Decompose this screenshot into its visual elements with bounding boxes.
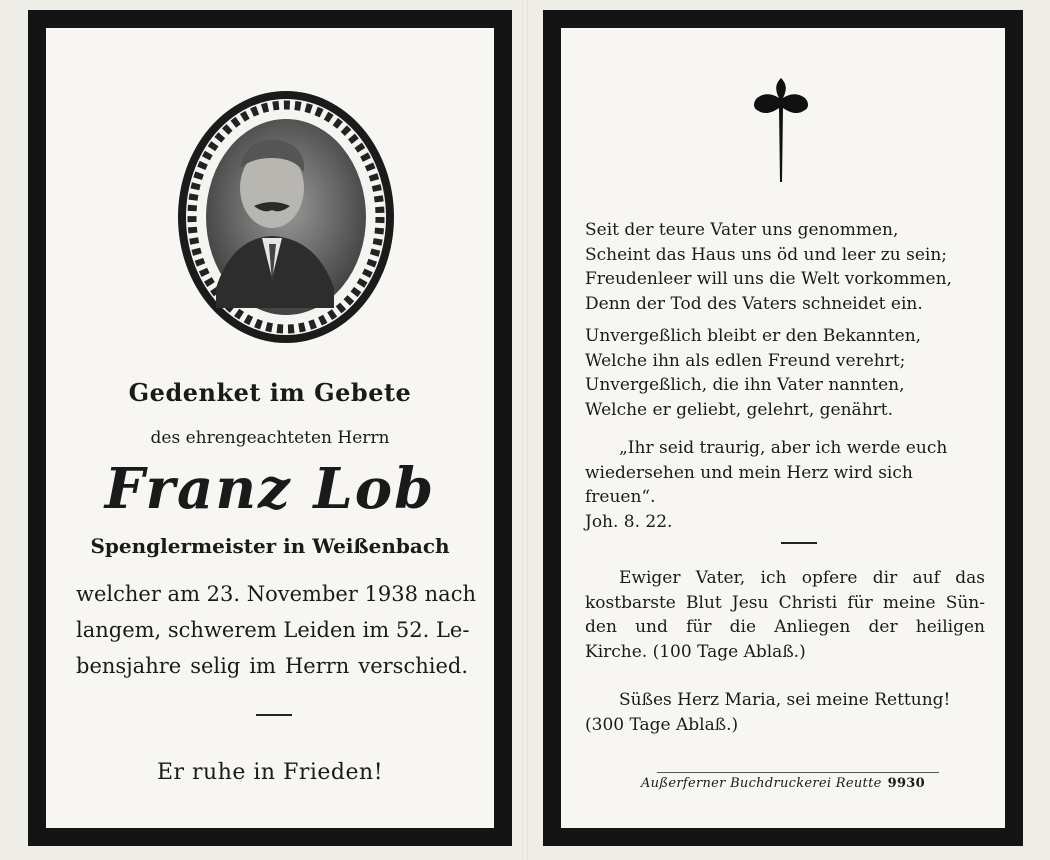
prayer-line: Ewiger Vater, ich opfere dir auf das	[619, 568, 985, 588]
left-panel	[46, 28, 494, 828]
printer-imprint	[561, 776, 1005, 791]
printer-number: 9930	[887, 776, 925, 791]
obituary-text	[76, 576, 476, 684]
portrait-wreath-frame	[176, 88, 396, 346]
quote-reference: Joh. 8. 22.	[585, 511, 673, 532]
card-fold	[522, 0, 528, 860]
closing-line: Er ruhe in Frieden!	[156, 760, 384, 785]
right-panel	[561, 28, 1005, 828]
prayer-line: den und für die Anliegen der heiligen	[585, 617, 985, 637]
printer-name: Außerferner Buchdruckerei Reutte	[640, 776, 882, 791]
obituary-line: langem, schwerem Leiden im 52. Le-	[76, 618, 470, 642]
obituary-line: bensjahre selig im Herrn verschied.	[76, 654, 468, 678]
invocation-text	[585, 688, 985, 737]
cross-icon	[749, 76, 813, 186]
memorial-card-right	[543, 10, 1023, 846]
verse-line: Freudenleer will uns die Welt vorkommen,	[585, 269, 952, 289]
verse-line: Unvergeßlich bleibt er den Bekannten,	[585, 326, 922, 346]
memorial-card-left	[28, 10, 512, 846]
prayer-line: kostbarste Blut Jesu Christi für meine Sün-	[585, 592, 985, 613]
left-divider	[256, 714, 292, 716]
verse-line: Welche er geliebt, gelehrt, genährt.	[585, 399, 894, 420]
deceased-name: Franz Lob	[104, 456, 436, 522]
heading-gedenket: Gedenket im Gebete	[128, 378, 412, 407]
verse-line: Scheint das Haus uns öd und leer zu sein;	[585, 244, 948, 265]
obituary-line: welcher am 23. November 1938 nach	[76, 582, 476, 606]
verse-line: Unvergeßlich, die ihn Vater nannten,	[585, 375, 905, 395]
intro-line: des ehrengeachteten Herrn	[150, 428, 390, 448]
verse-line: Denn der Tod des Vaters schneidet ein.	[585, 293, 923, 314]
invocation-line: Süßes Herz Maria, sei meine Rettung!	[619, 690, 951, 710]
quote-line: wiedersehen und mein Herz wird sich freuen“.	[585, 462, 913, 507]
invocation-line: (300 Tage Ablaß.)	[585, 714, 739, 735]
poem-verse-2	[585, 324, 985, 422]
profession-line: Spenglermeister in Weißenbach	[90, 534, 450, 558]
verse-line: Welche ihn als edlen Freund verehrt;	[585, 350, 906, 371]
quote-line: „Ihr seid traurig, aber ich werde euch	[619, 438, 948, 458]
right-divider	[781, 542, 817, 544]
poem-verse-1	[585, 218, 985, 316]
printer-rule	[657, 772, 939, 773]
verse-line: Seit der teure Vater uns genommen,	[585, 220, 899, 240]
prayer-text	[585, 566, 985, 664]
bible-quote	[585, 436, 985, 534]
prayer-line: Kirche. (100 Tage Ablaß.)	[585, 641, 806, 662]
portrait-photo	[176, 88, 396, 346]
